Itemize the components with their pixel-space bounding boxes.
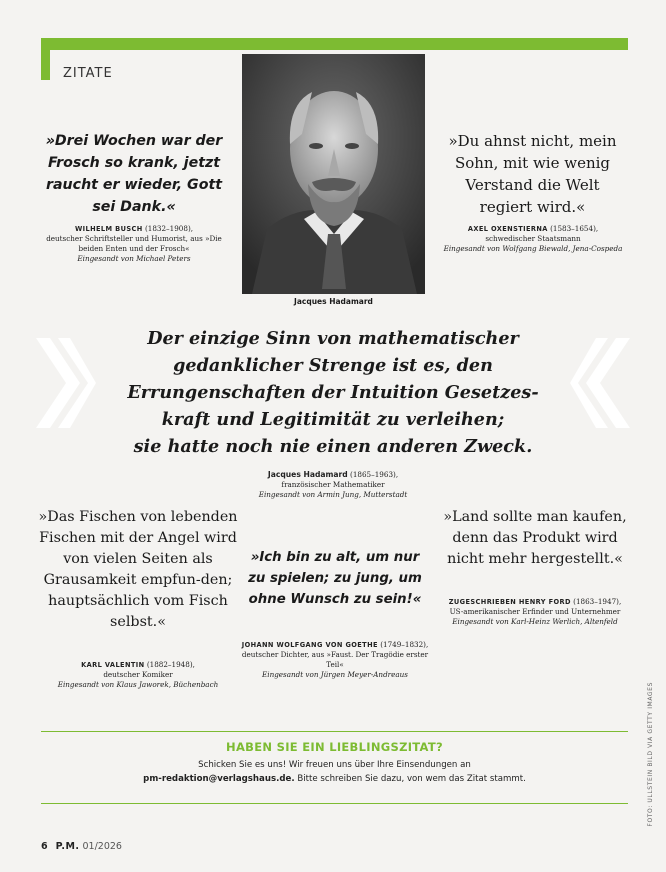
quote-oxenstierna-text: »Du ahnst nicht, mein Sohn, mit wie wenig Verstand die Welt regiert wird.« (448, 132, 617, 216)
submission-email-link[interactable]: pm-redaktion@verlagshaus.de. (143, 774, 295, 784)
photo-caption: Jacques Hadamard (294, 297, 373, 306)
page-footer (41, 841, 122, 852)
main-quote-line: sie hatte noch nie einen anderen Zweck. (133, 436, 533, 457)
submitter: Eingesandt von Wolfgang Biewald, Jena-Cospeda (443, 244, 623, 253)
submitter: Eingesandt von Jürgen Meyer-Andreaus (262, 670, 408, 679)
main-quote-line: gedanklicher Strenge ist es, den (173, 355, 493, 376)
chevron-left-decoration-icon (570, 338, 630, 428)
submitter: Eingesandt von Klaus Jaworek, Büchenbach (57, 680, 219, 689)
box-divider-bottom (41, 803, 628, 804)
chevron-right-decoration-icon (36, 338, 96, 428)
portrait-photo (242, 54, 425, 294)
author-years: (1863–1947), (570, 597, 622, 606)
author-description: deutscher Schriftsteller und Humorist, aus »Die beiden Enten und der Frosch« (46, 234, 222, 253)
author-name: Jacques Hadamard (267, 470, 348, 479)
quote-ford-text: »Land sollte man kaufen, denn das Produkt wird nicht mehr hergestellt.« (443, 509, 627, 567)
header-accent-bar (41, 38, 628, 50)
author-description: deutscher Komiker (103, 670, 173, 679)
quote-valentin-text: »Das Fischen von lebenden Fischen mit der Angel wird von vielen Seiten als Grausamkeit empfun-den; hauptsächlich vom Fisch selbst.« (38, 509, 238, 630)
quote-goethe-text: »Ich bin zu alt, um nur zu spielen; zu jung, um ohne Wunsch zu sein!« (248, 550, 422, 607)
author-description: deutscher Dichter, aus »Faust. Der Tragödie erster Teil« (241, 650, 429, 669)
submission-line: Schicken Sie es uns! Wir freuen uns über Ihre Einsendungen an (198, 760, 471, 770)
submission-heading: HABEN SIE EIN LIEBLINGSZITAT? (226, 740, 443, 754)
author-years: (1583–1654), (547, 224, 599, 233)
author-years: (1749–1832), (377, 640, 429, 649)
portrait-illustration (242, 54, 425, 294)
section-title: ZITATE (63, 66, 113, 81)
main-quote-line: Der einzige Sinn von mathematischer (147, 328, 519, 349)
quote-busch-attribution (44, 224, 224, 264)
magazine-logo: P.M. (55, 841, 80, 852)
author-years: (1832–1908), (142, 224, 194, 233)
box-divider-top (41, 731, 628, 732)
quote-goethe-attribution (238, 640, 432, 680)
submitter: Eingesandt von Karl-Heinz Werlich, Altenfeld (452, 617, 618, 626)
submitter: Eingesandt von Armin Jung, Mutterstadt (258, 490, 408, 499)
quote-oxenstierna-attribution (438, 224, 628, 254)
quote-busch-text: »Drei Wochen war der Frosch so krank, jetzt raucht er wieder, Gott sei Dank.« (45, 133, 223, 215)
author-name: WILHELM BUSCH (74, 225, 143, 233)
author-years: (1882–1948), (144, 660, 195, 669)
main-quote-line: kraft und Legitimität zu verleihen; (161, 409, 505, 430)
main-quote-hadamard (95, 325, 571, 460)
submission-line: Bitte schreiben Sie dazu, von wem das Zitat stammt. (294, 774, 526, 784)
issue-number: 01/2026 (82, 841, 122, 852)
header-accent-corner (41, 38, 50, 80)
page-number: 6 (41, 841, 48, 852)
submission-text (41, 758, 628, 786)
author-years: (1865–1963), (347, 470, 399, 479)
author-name: JOHANN WOLFGANG VON GOETHE (241, 641, 378, 649)
author-description: schwedischer Staatsmann (485, 234, 581, 243)
photo-credit: FOTO: ULLSTEIN BILD VIA GETTY IMAGES (647, 682, 654, 827)
author-name: AXEL OXENSTIERNA (467, 225, 548, 233)
submitter: Eingesandt von Michael Peters (77, 254, 191, 263)
main-quote-attribution (200, 470, 466, 500)
author-description: französischer Mathematiker (281, 480, 385, 489)
author-description: US-amerikanischer Erfinder und Unternehmer (449, 607, 621, 616)
author-name: KARL VALENTIN (81, 661, 145, 669)
author-name: ZUGESCHRIEBEN HENRY FORD (448, 598, 571, 606)
quote-valentin-attribution (38, 660, 238, 690)
main-quote-line: Errungenschaften der Intuition Gesetzes- (127, 382, 539, 403)
quote-ford-attribution (438, 597, 632, 627)
